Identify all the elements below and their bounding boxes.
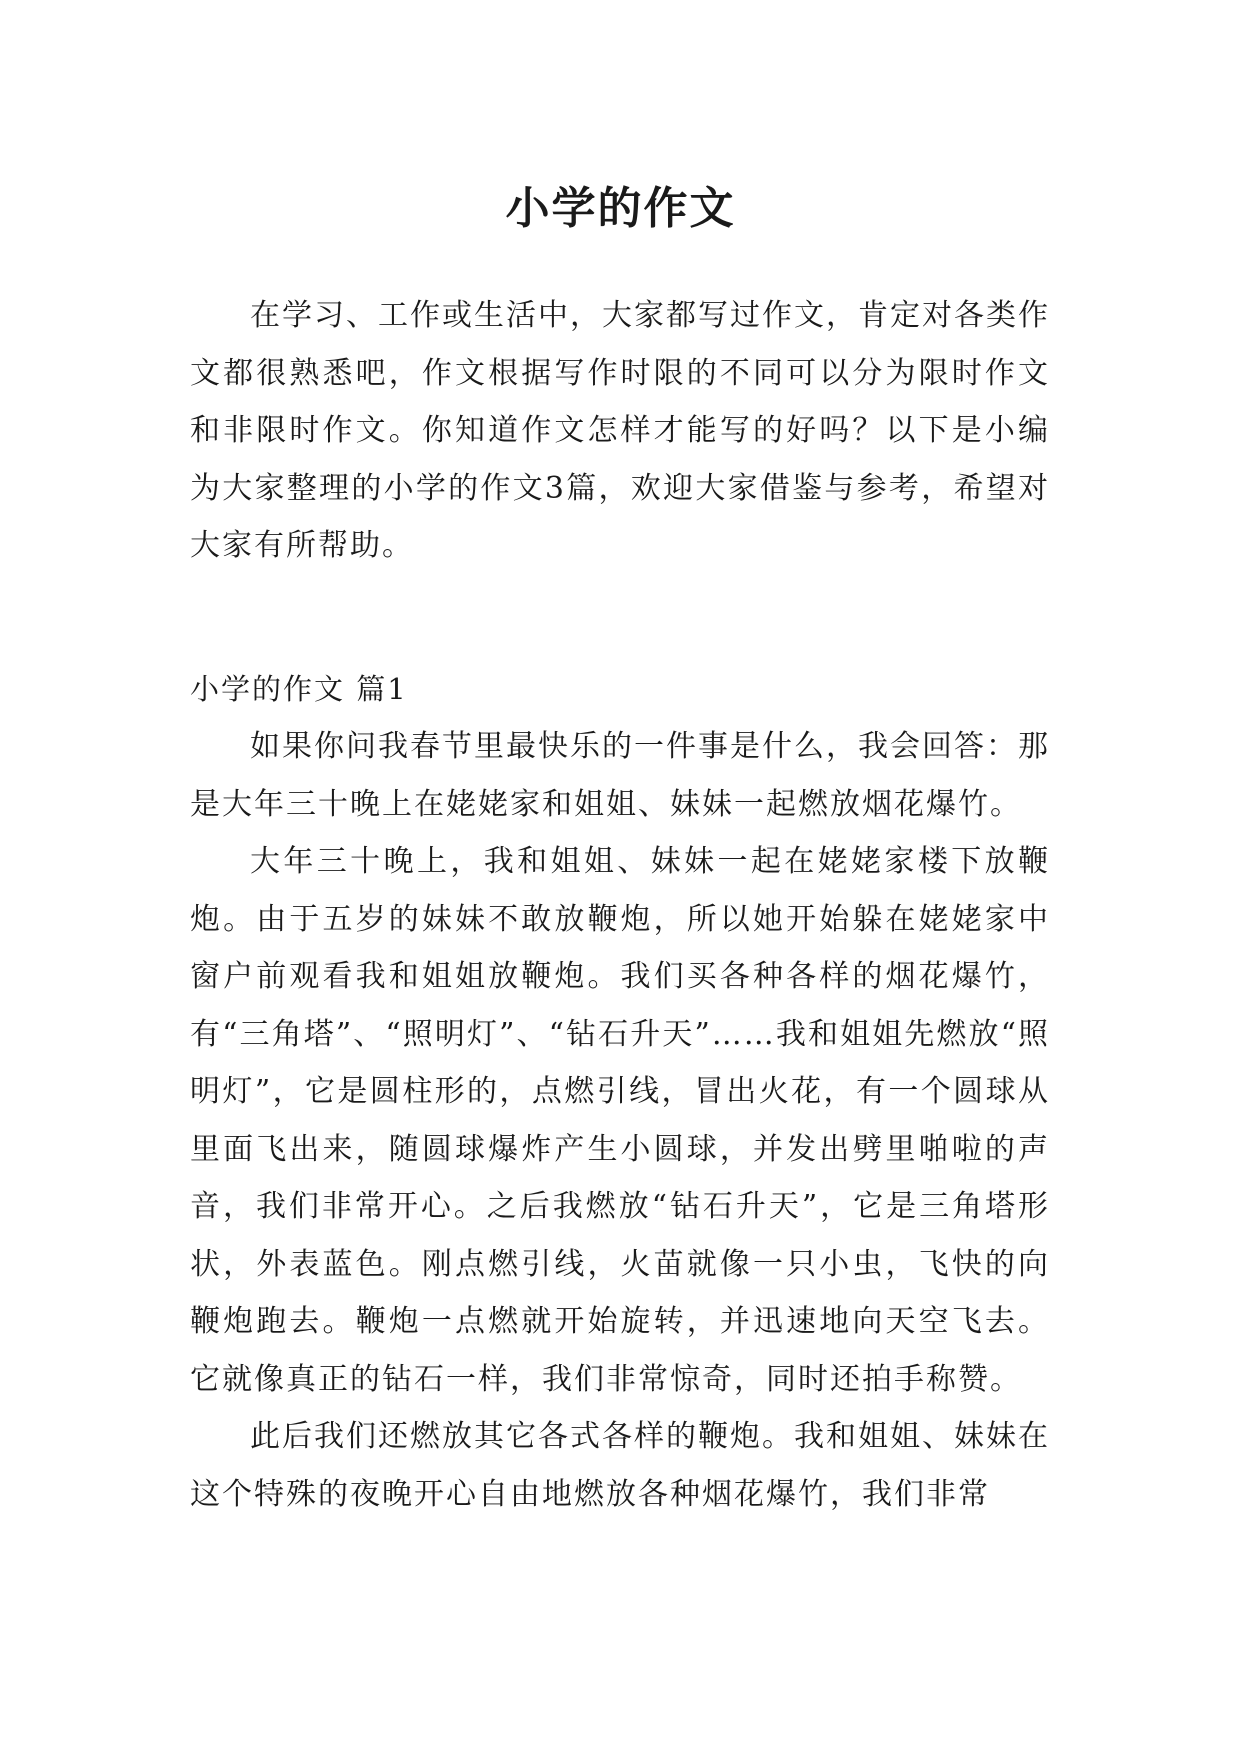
document-title: 小学的作文 [505,183,736,235]
body-paragraph-1: 如果你问我春节里最快乐的一件事是什么，我会回答：那是大年三十晚上在姥姥家和姐姐、妹妹一起燃放烟花爆竹。 [190,729,1050,822]
body-paragraph-2: 大年三十晚上，我和姐姐、妹妹一起在姥姥家楼下放鞭炮。由于五岁的妹妹不敢放鞭炮，所以她开始躲在姥姥家中窗户前观看我和姐姐放鞭炮。我们买各种各样的烟花爆竹，有“三角塔”、“照明灯”、“钻石升天”……我和姐姐先燃放“照明灯”，它是圆柱形的，点燃引线，冒出火花，有一个圆球从里面飞出来，随圆球爆炸产生小圆球，并发出劈里啪啦的声音，我们非常开心。之后我燃放“钻石升天”，它是三角塔形状，外表蓝色。刚点燃引线，火苗就像一只小虫，飞快的向鞭炮跑去。鞭炮一点燃就开始旋转，并迅速地向天空飞去。它就像真正的钻石一样，我们非常惊奇，同时还拍手称赞。 [190,844,1050,1397]
body-paragraph-3: 此后我们还燃放其它各式各样的鞭炮。我和姐姐、妹妹在这个特殊的夜晚开心自由地燃放各种烟花爆竹，我们非常 [190,1419,1050,1512]
document-body [190,287,1050,1523]
section-heading: 小学的作文 篇1 [190,671,408,706]
intro-paragraph: 在学习、工作或生活中，大家都写过作文，肯定对各类作文都很熟悉吧，作文根据写作时限的不同可以分为限时作文和非限时作文。你知道作文怎样才能写的好吗？以下是小编为大家整理的小学的作文3篇，欢迎大家借鉴与参考，希望对大家有所帮助。 [190,298,1050,563]
